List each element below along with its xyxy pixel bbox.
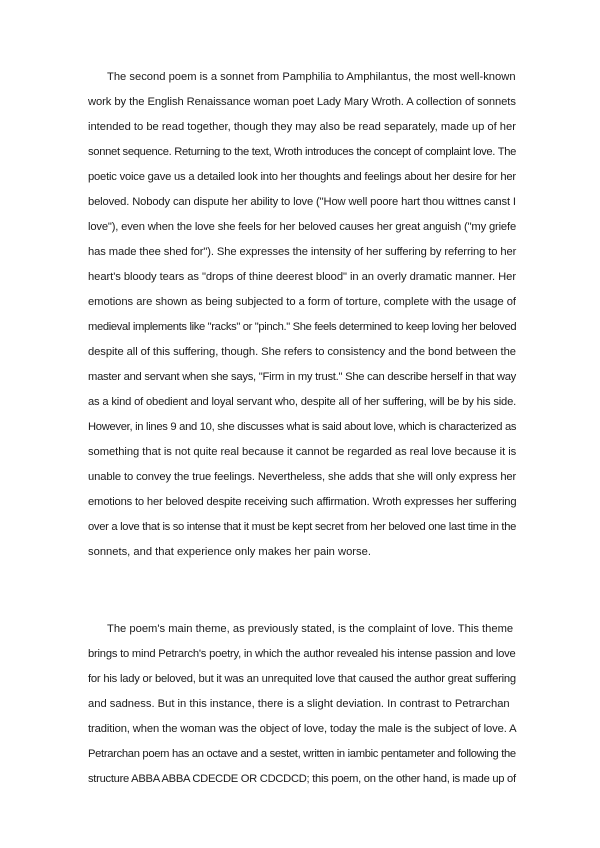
text-line: The second poem is a sonnet from Pamphilia to Amphilantus, the most well-known [107, 71, 516, 83]
text-line: poetic voice gave us a detailed look into her thoughts and feelings about her desire for her [88, 171, 516, 183]
text-line: tradition, when the woman was the object of love, today the male is the subject of love. A [88, 723, 517, 735]
text-line: master and servant when she says, "Firm in my trust." She can describe herself in that way [88, 371, 517, 383]
text-line: as a kind of obedient and loyal servant who, despite all of her suffering, will be by his side. [88, 396, 517, 408]
text-line: sonnet sequence. Returning to the text, Wroth introduces the concept of complaint love. The [88, 146, 517, 158]
text-line: and sadness. But in this instance, there is a slight deviation. In contrast to Petrarchan [88, 698, 510, 710]
text-line: Petrarchan poem has an octave and a sestet, written in iambic pentameter and following the [88, 748, 516, 760]
text-line: The poem's main theme, as previously stated, is the complaint of love. This theme [107, 623, 514, 635]
text-line: However, in lines 9 and 10, she discusses what is said about love, which is characterized as [88, 421, 517, 433]
text-line: love"), even when the love she feels for her beloved causes her great anguish ("my griefe [88, 221, 517, 233]
text-line: has made thee shed for"). She expresses the intensity of her suffering by referring to her [88, 246, 517, 258]
text-line: despite all of this suffering, though. She refers to consistency and the bond between the [88, 346, 516, 358]
text-line: intended to be read together, though they may also be read separately, made up of her [88, 121, 516, 133]
text-line: over a love that is so intense that it must be kept secret from her beloved one last time in the [88, 521, 517, 533]
text-line: medieval implements like "racks" or "pinch." She feels determined to keep loving her beloved [88, 321, 517, 333]
text-line: beloved. Nobody can dispute her ability to love ("How well poore hart thou wittnes canst I [88, 196, 516, 208]
text-line: work by the English Renaissance woman poet Lady Mary Wroth. A collection of sonnets [88, 96, 516, 108]
text-line: brings to mind Petrarch's poetry, in which the author revealed his intense passion and love [88, 648, 516, 660]
text-line: emotions to her beloved despite receiving such affirmation. Wroth expresses her suffering [88, 496, 517, 508]
text-line: for his lady or beloved, but it was an unrequited love that caused the author great suffering [88, 673, 516, 685]
text-line: heart's bloody tears as "drops of thine deerest blood" in an overly dramatic manner. Her [88, 271, 517, 283]
text-line: something that is not quite real because it cannot be regarded as real love because it is [88, 446, 517, 458]
text-line: sonnets, and that experience only makes her pain worse. [88, 546, 371, 558]
text-line: structure ABBA ABBA CDECDE OR CDCDCD; this poem, on the other hand, is made up of [88, 773, 516, 785]
text-line: unable to convey the true feelings. Nevertheless, she adds that she will only express her [88, 471, 517, 483]
text-line: emotions are shown as being subjected to a form of torture, complete with the usage of [88, 296, 516, 308]
